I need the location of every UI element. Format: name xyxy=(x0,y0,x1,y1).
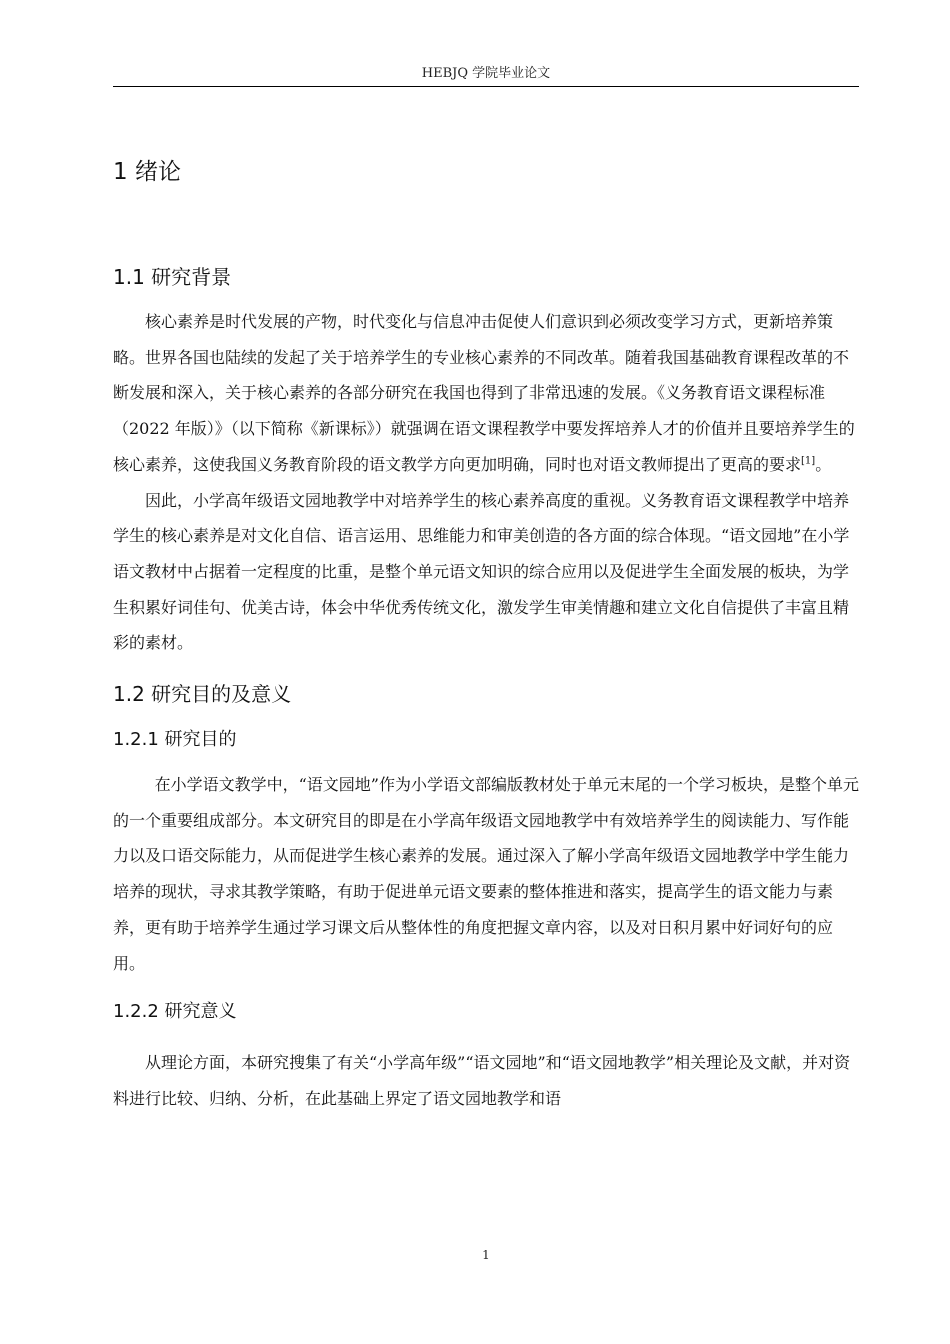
paragraph-background-1-text: 核心素养是时代发展的产物，时代变化与信息冲击促使人们意识到必须改变学习方式，更新培养策略。世界各国也陆续的发起了关于培养学生的专业核心素养的不同改革。随着我国基础教育课程改革的不断发展和深入，关于核心素养的各部分研究在我国也得到了非常迅速的发展。《义务教育语文课程标准（2022 年版）》（以下简称《新课标》）就强调在语文课程教学中要发挥培养人才的价值并且要培养学生的核心素养，这使我国义务教育阶段的语文教学方向更加明确，同时也对语文教师提出了更高的要求 xyxy=(113,312,855,474)
subsection-title-1-2-1: 1.2.1 研究目的 xyxy=(113,729,237,751)
paragraph-significance: 从理论方面，本研究搜集了有关“小学高年级”“语文园地”和“语文园地教学”相关理论及文献，并对资料进行比较、归纳、分析，在此基础上界定了语文园地教学和语 xyxy=(113,1053,851,1108)
page-header: HEBJQ 学院毕业论文 xyxy=(421,66,551,81)
section-title-1-2: 1.2 研究目的及意义 xyxy=(113,682,292,707)
paragraph-background-1 xyxy=(113,304,859,483)
header-rule xyxy=(113,86,859,87)
paragraph-background-1-end: 。 xyxy=(815,454,832,474)
subsection-title-1-2-2: 1.2.2 研究意义 xyxy=(113,1001,237,1023)
section-title-1-1: 1.1 研究背景 xyxy=(113,265,232,289)
citation-1[interactable]: [1] xyxy=(801,455,816,467)
paragraph-background-2: 因此，小学高年级语文园地教学中对培养学生的核心素养高度的重视。义务教育语文课程教学中培养学生的核心素养是对文化自信、语言运用、思维能力和审美创造的各方面的综合体现。“语文园地”在小学语文教材中占据着一定程度的比重，是整个单元语文知识的综合应用以及促进学生全面发展的板块，为学生积累好词佳句、优美古诗，体会中华优秀传统文化，激发学生审美情趣和建立文化自信提供了丰富且精彩的素材。 xyxy=(113,490,850,653)
document-body xyxy=(113,150,859,1117)
page-number: 1 xyxy=(482,1248,490,1262)
chapter-title: 1 绪论 xyxy=(113,159,181,185)
paragraph-purpose: 在小学语文教学中，“语文园地”作为小学语文部编版教材处于单元末尾的一个学习板块，是整个单元的一个重要组成部分。本文研究目的即是在小学高年级语文园地教学中有效培养学生的阅读能力、写作能力以及口语交际能力，从而促进学生核心素养的发展。通过深入了解小学高年级语文园地教学中学生能力培养的现状，寻求其教学策略，有助于促进单元语文要素的整体推进和落实，提高学生的语文能力与素养，更有助于培养学生通过学习课文后从整体性的角度把握文章内容，以及对日积月累中好词好句的应用。 xyxy=(113,775,859,973)
